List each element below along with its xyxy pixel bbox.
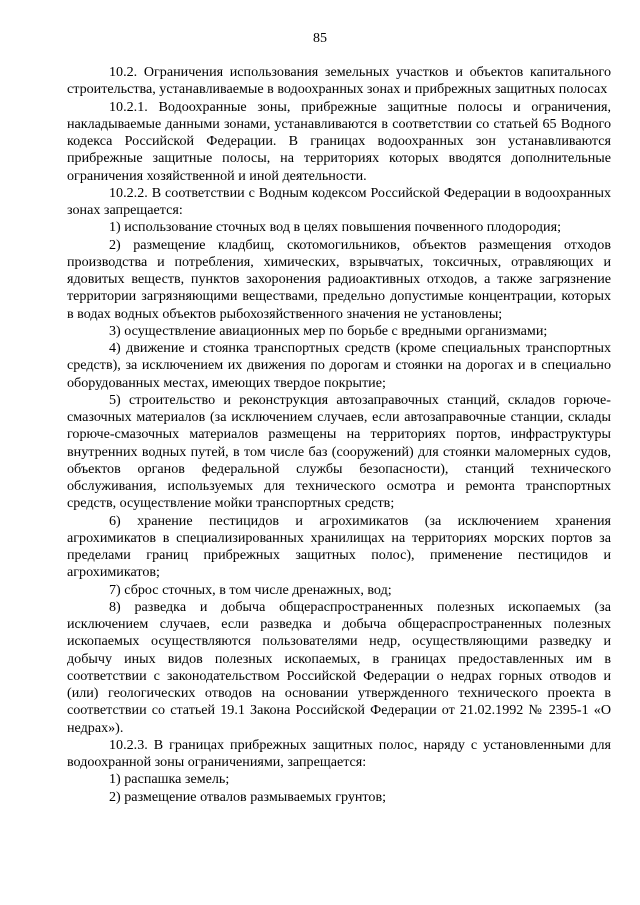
list-item-6: 6) хранение пестицидов и агрохимикатов (за исключением хранения агрохимикатов в специализированных хранилищах на территориях морских портов за пределами границ прибрежных защитных полос), применение пестицидов и агрохимикатов; <box>67 512 611 581</box>
list-item-4: 4) движение и стоянка транспортных средств (кроме специальных транспортных средств), за исключением их движения по дорогам и стоянки на дорогах и в специально оборудованных местах, имеющих твердое покрытие; <box>67 340 611 391</box>
list-item-2-b: 2) размещение отвалов размываемых грунтов; <box>109 788 387 805</box>
document-body <box>67 64 611 806</box>
paragraph-10-2-1: 10.2.1. Водоохранные зоны, прибрежные защитные полосы и ограничения, накладываемые данными зонами, устанавливаются в соответствии со статьей 65 Водного кодекса Российской Федерации. В границах водоохранных зон устанавливаются прибрежные защитные полосы, на территориях которых вводятся дополнительные ограничения хозяйственной и иной деятельности. <box>67 98 611 184</box>
list-item-2: 2) размещение кладбищ, скотомогильников, объектов размещения отходов производства и потребления, химических, взрывчатых, токсичных, отравляющих и ядовитых веществ, пунктов захоронения радиоактивных отходов, а также загрязнение территории загрязняющими веществами, предельно допустимые концентрации, которых в водах водных объектов рыбохозяйственного значения не установлены; <box>67 236 611 322</box>
list-item-7: 7) сброс сточных, в том числе дренажных, вод; <box>109 581 392 598</box>
list-item-8: 8) разведка и добыча общераспространенных полезных ископаемых (за исключением случаев, если разведка и добыча общераспространенных полезных ископаемых осуществляются пользователями недр, осуществляющими разведку и добычу иных видов полезных ископаемых, в границах предоставленных им в соответствии с законодательством Российской Федерации о недрах горных отводов и (или) геологических отводов на основании утвержденного технического проекта в соответствии со статьей 19.1 Закона Российской Федерации от 21.02.1992 № 2395-1 «О недрах»). <box>67 598 611 736</box>
list-item-1: 1) использование сточных вод в целях повышения почвенного плодородия; <box>109 219 561 236</box>
page-number: 85 <box>313 31 327 46</box>
paragraph-10-2-3: 10.2.3. В границах прибрежных защитных полос, наряду с установленными для водоохранной зоны ограничениями, запрещается: <box>67 736 611 770</box>
list-item-3: 3) осуществление авиационных мер по борьбе с вредными организмами; <box>109 322 548 339</box>
section-heading-10-2: 10.2. Ограничения использования земельных участков и объектов капитального строительства, устанавливаемые в водоохранных зонах и прибрежных защитных полосах <box>67 64 611 98</box>
list-item-1-b: 1) распашка земель; <box>109 771 230 788</box>
paragraph-10-2-2: 10.2.2. В соответствии с Водным кодексом Российской Федерации в водоохранных зонах запрещается: <box>67 184 611 218</box>
list-item-5: 5) строительство и реконструкция автозаправочных станций, складов горюче-смазочных материалов (за исключением случаев, если автозаправочные станции, склады горюче-смазочных материалов размещены на территориях портов, инфраструктуры внутренних водных путей, в том числе баз (сооружений) для стоянки маломерных судов, объектов органов федеральной службы безопасности), станций технического обслуживания, используемых для технического осмотра и ремонта транспортных средств, осуществление мойки транспортных средств; <box>67 391 611 512</box>
